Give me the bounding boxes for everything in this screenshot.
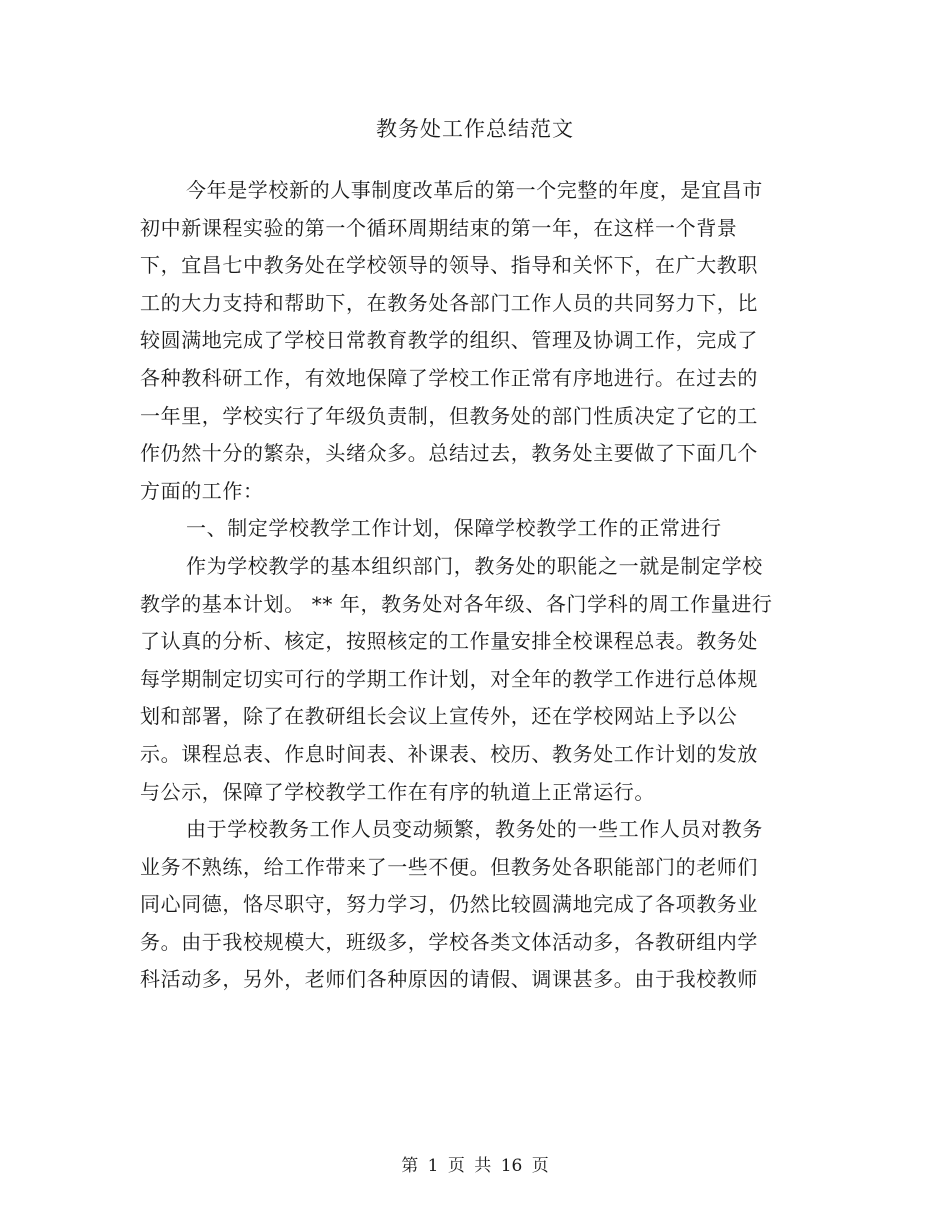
section-heading: 一、制定学校教学工作计划，保障学校教学工作的正常进行 [186,516,722,541]
text-line: 一年里，学校实行了年级负责制，但教务处的部门性质决定了它的工 [140,403,758,428]
text-line: 科活动多，另外，老师们各种原因的请假、调课甚多。由于我校教师 [140,967,758,992]
page-number: 第 1 页 共 16 页 [401,1156,549,1176]
text-line: 划和部署，除了在教研组长会议上宣传外，还在学校网站上予以公 [140,704,738,729]
text-line: 同心同德，恪尽职守，努力学习，仍然比较圆满地完成了各项教务业 [140,892,758,917]
text-line: 下，宜昌七中教务处在学校领导的领导、指导和关怀下，在广大教职 [140,253,758,278]
text-line: 工的大力支持和帮助下，在教务处各部门工作人员的共同努力下，比 [140,290,758,315]
document-body [140,172,773,999]
text-line: 作为学校教学的基本组织部门，教务处的职能之一就是制定学校 [186,553,763,578]
text-line: 务。由于我校规模大，班级多，学校各类文体活动多，各教研组内学 [140,929,758,954]
text-line: 方面的工作： [140,478,264,503]
document-title: 教务处工作总结范文 [376,117,574,141]
text-line: 每学期制定切实可行的学期工作计划，对全年的教学工作进行总体规 [140,666,758,691]
text-line: 业务不熟练，给工作带来了一些不便。但教务处各职能部门的老师们 [140,854,758,879]
text-line: 由于学校教务工作人员变动频繁，教务处的一些工作人员对教务 [186,817,763,842]
text-line: 与公示，保障了学校教学工作在有序的轨道上正常运行。 [140,779,655,804]
text-line: 初中新课程实验的第一个循环周期结束的第一年，在这样一个背景 [140,215,738,240]
text-line: 了认真的分析、核定，按照核定的工作量安排全校课程总表。教务处 [140,629,758,654]
text-line: 示。课程总表、作息时间表、补课表、校历、教务处工作计划的发放 [140,741,758,766]
text-line: 作仍然十分的繁杂，头绪众多。总结过去，教务处主要做了下面几个 [140,441,758,466]
text-line: 今年是学校新的人事制度改革后的第一个完整的年度，是宜昌市 [186,178,763,202]
text-line: 教学的基本计划。 ** 年，教务处对各年级、各门学科的周工作量进行 [140,591,773,616]
text-line: 各种教科研工作，有效地保障了学校工作正常有序地进行。在过去的 [140,365,758,390]
text-line: 较圆满地完成了学校日常教育教学的组织、管理及协调工作，完成了 [140,328,758,353]
